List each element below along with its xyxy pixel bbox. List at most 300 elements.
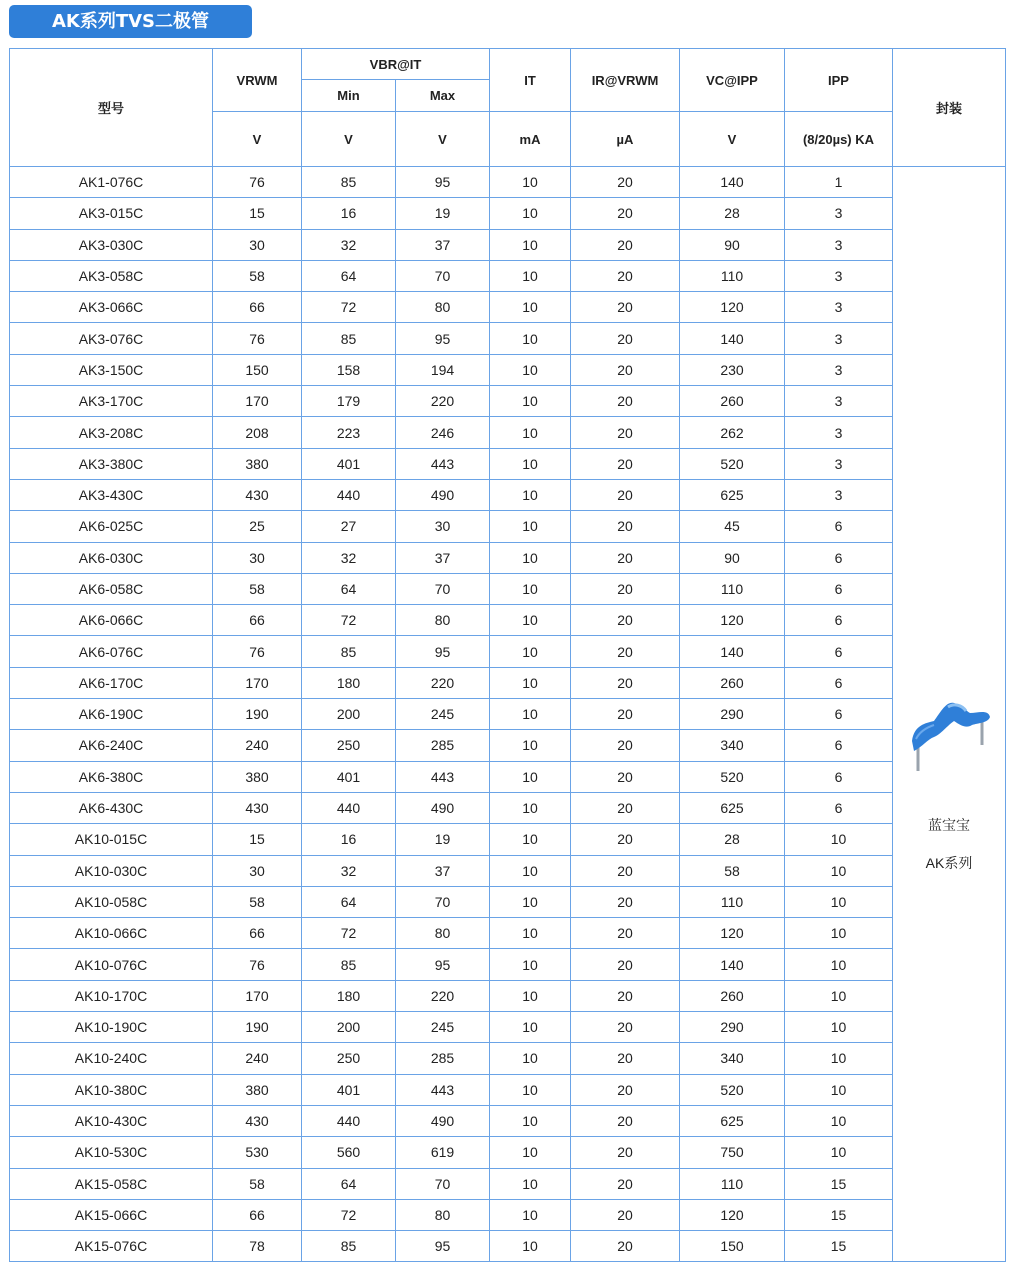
cell-it: 10 [490,667,571,698]
cell-vc: 520 [680,448,785,479]
cell-model: AK10-170C [10,980,213,1011]
table-header [10,49,1006,167]
cell-it: 10 [490,167,571,198]
cell-vbr-min: 440 [302,1105,396,1136]
cell-ipp: 6 [785,511,893,542]
cell-ir: 20 [571,542,680,573]
cell-ipp: 3 [785,448,893,479]
cell-it: 10 [490,699,571,730]
cell-ir: 20 [571,323,680,354]
cell-vc: 260 [680,980,785,1011]
package-name: 蓝宝宝 [928,817,970,834]
cell-vbr-min: 440 [302,792,396,823]
cell-it: 10 [490,761,571,792]
cell-ipp: 6 [785,573,893,604]
cell-vbr-max: 443 [396,761,490,792]
cell-vbr-max: 37 [396,855,490,886]
cell-vbr-max: 37 [396,229,490,260]
cell-ipp: 3 [785,354,893,385]
cell-vc: 120 [680,1199,785,1230]
header-ir: IR@VRWM [571,49,680,112]
cell-vc: 260 [680,386,785,417]
cell-ir: 20 [571,824,680,855]
cell-ipp: 6 [785,605,893,636]
cell-it: 10 [490,542,571,573]
cell-ir: 20 [571,448,680,479]
table-row [10,323,1006,354]
cell-model: AK3-150C [10,354,213,385]
cell-it: 10 [490,1137,571,1168]
cell-ipp: 15 [785,1168,893,1199]
cell-ir: 20 [571,511,680,542]
cell-ipp: 6 [785,636,893,667]
cell-vbr-min: 250 [302,730,396,761]
cell-ir: 20 [571,730,680,761]
cell-vbr-max: 80 [396,605,490,636]
cell-it: 10 [490,730,571,761]
cell-ir: 20 [571,636,680,667]
table-row [10,1137,1006,1168]
cell-vrwm: 170 [213,386,302,417]
cell-vrwm: 150 [213,354,302,385]
cell-vc: 230 [680,354,785,385]
cell-ipp: 10 [785,918,893,949]
cell-vbr-max: 80 [396,1199,490,1230]
cell-vrwm: 430 [213,792,302,823]
table-row [10,730,1006,761]
cell-vc: 120 [680,292,785,323]
table-row [10,1168,1006,1199]
page-title: AK系列TVS二极管 [9,5,252,38]
cell-vrwm: 76 [213,167,302,198]
cell-model: AK3-015C [10,198,213,229]
cell-vrwm: 15 [213,824,302,855]
cell-ipp: 10 [785,1137,893,1168]
cell-model: AK6-076C [10,636,213,667]
cell-vc: 58 [680,855,785,886]
cell-vrwm: 58 [213,573,302,604]
cell-vbr-min: 401 [302,761,396,792]
cell-ipp: 3 [785,386,893,417]
cell-vbr-max: 70 [396,886,490,917]
table-row [10,949,1006,980]
cell-vbr-min: 200 [302,1012,396,1043]
cell-ir: 20 [571,605,680,636]
cell-it: 10 [490,479,571,510]
cell-ipp: 10 [785,824,893,855]
table-row [10,1012,1006,1043]
table-row [10,918,1006,949]
cell-ir: 20 [571,1199,680,1230]
cell-model: AK10-066C [10,918,213,949]
cell-model: AK10-030C [10,855,213,886]
cell-vbr-min: 72 [302,292,396,323]
cell-vbr-max: 490 [396,792,490,823]
cell-vbr-min: 560 [302,1137,396,1168]
cell-ipp: 3 [785,323,893,354]
cell-vrwm: 76 [213,323,302,354]
cell-vbr-max: 95 [396,1231,490,1262]
cell-vc: 120 [680,918,785,949]
cell-ir: 20 [571,573,680,604]
cell-vbr-max: 70 [396,260,490,291]
cell-model: AK6-380C [10,761,213,792]
cell-vc: 260 [680,667,785,698]
table-row [10,1231,1006,1262]
package-info [893,695,1005,873]
table-row [10,636,1006,667]
table-row [10,167,1006,198]
cell-vrwm: 25 [213,511,302,542]
header-ipp: IPP [785,49,893,112]
cell-model: AK3-030C [10,229,213,260]
table-row [10,980,1006,1011]
table-row [10,386,1006,417]
cell-vrwm: 530 [213,1137,302,1168]
cell-vrwm: 76 [213,949,302,980]
cell-model: AK15-058C [10,1168,213,1199]
cell-it: 10 [490,949,571,980]
cell-vbr-max: 95 [396,167,490,198]
cell-vrwm: 58 [213,260,302,291]
cell-vc: 140 [680,167,785,198]
unit-vc: V [680,112,785,167]
cell-ipp: 6 [785,792,893,823]
table-row [10,417,1006,448]
cell-vc: 625 [680,1105,785,1136]
cell-vbr-max: 80 [396,292,490,323]
table-row [10,761,1006,792]
cell-vbr-min: 85 [302,1231,396,1262]
cell-ir: 20 [571,667,680,698]
cell-ipp: 10 [785,1074,893,1105]
cell-vrwm: 58 [213,1168,302,1199]
cell-vc: 290 [680,699,785,730]
cell-vbr-max: 37 [396,542,490,573]
cell-vrwm: 208 [213,417,302,448]
cell-ir: 20 [571,354,680,385]
cell-ipp: 10 [785,980,893,1011]
cell-ir: 20 [571,855,680,886]
cell-vrwm: 380 [213,761,302,792]
cell-ir: 20 [571,386,680,417]
cell-vrwm: 240 [213,1043,302,1074]
cell-vrwm: 30 [213,542,302,573]
cell-it: 10 [490,1043,571,1074]
cell-vbr-max: 220 [396,980,490,1011]
cell-vbr-max: 80 [396,918,490,949]
cell-model: AK10-076C [10,949,213,980]
table-row [10,229,1006,260]
table-row [10,1105,1006,1136]
cell-vc: 625 [680,479,785,510]
cell-model: AK15-076C [10,1231,213,1262]
table-row [10,573,1006,604]
cell-vbr-min: 27 [302,511,396,542]
cell-ir: 20 [571,260,680,291]
cell-vrwm: 66 [213,292,302,323]
cell-vbr-min: 180 [302,980,396,1011]
cell-it: 10 [490,354,571,385]
cell-ipp: 10 [785,1105,893,1136]
cell-vc: 150 [680,1231,785,1262]
cell-it: 10 [490,198,571,229]
cell-vrwm: 380 [213,448,302,479]
cell-it: 10 [490,636,571,667]
cell-model: AK10-530C [10,1137,213,1168]
package-series: AK系列 [925,855,973,872]
table-row [10,198,1006,229]
cell-ir: 20 [571,1012,680,1043]
cell-vc: 520 [680,1074,785,1105]
cell-vbr-min: 200 [302,699,396,730]
cell-vrwm: 78 [213,1231,302,1262]
cell-vc: 140 [680,949,785,980]
table-row [10,1074,1006,1105]
unit-min: V [302,112,396,167]
cell-it: 10 [490,980,571,1011]
table-row [10,792,1006,823]
header-vbr: VBR@IT [302,49,490,80]
cell-ir: 20 [571,886,680,917]
cell-vrwm: 66 [213,605,302,636]
cell-vbr-min: 440 [302,479,396,510]
cell-ipp: 10 [785,1012,893,1043]
cell-vbr-max: 70 [396,1168,490,1199]
cell-model: AK15-066C [10,1199,213,1230]
cell-vbr-max: 245 [396,1012,490,1043]
cell-model: AK10-015C [10,824,213,855]
cell-vbr-min: 401 [302,1074,396,1105]
cell-it: 10 [490,1074,571,1105]
cell-ir: 20 [571,229,680,260]
cell-vbr-max: 19 [396,198,490,229]
cell-vc: 340 [680,1043,785,1074]
cell-vbr-max: 220 [396,667,490,698]
cell-ipp: 3 [785,260,893,291]
cell-vbr-min: 64 [302,573,396,604]
cell-vbr-min: 72 [302,918,396,949]
cell-ipp: 10 [785,886,893,917]
cell-ir: 20 [571,1137,680,1168]
cell-it: 10 [490,260,571,291]
cell-vc: 750 [680,1137,785,1168]
header-package: 封装 [893,49,1006,167]
cell-ir: 20 [571,918,680,949]
cell-it: 10 [490,292,571,323]
cell-ir: 20 [571,699,680,730]
header-it: IT [490,49,571,112]
cell-vbr-min: 85 [302,636,396,667]
cell-ipp: 6 [785,761,893,792]
cell-it: 10 [490,1105,571,1136]
cell-it: 10 [490,886,571,917]
cell-model: AK6-025C [10,511,213,542]
cell-it: 10 [490,855,571,886]
cell-vbr-max: 70 [396,573,490,604]
cell-vrwm: 190 [213,1012,302,1043]
cell-vrwm: 170 [213,980,302,1011]
cell-vbr-min: 64 [302,260,396,291]
cell-ipp: 6 [785,730,893,761]
cell-vbr-max: 19 [396,824,490,855]
cell-vbr-min: 32 [302,229,396,260]
cell-vc: 90 [680,229,785,260]
cell-vbr-max: 95 [396,949,490,980]
cell-ipp: 3 [785,417,893,448]
cell-model: AK6-030C [10,542,213,573]
cell-ipp: 6 [785,699,893,730]
cell-it: 10 [490,1231,571,1262]
cell-model: AK3-058C [10,260,213,291]
cell-vrwm: 190 [213,699,302,730]
table-row [10,667,1006,698]
cell-model: AK3-066C [10,292,213,323]
cell-ir: 20 [571,167,680,198]
cell-it: 10 [490,824,571,855]
cell-vbr-max: 285 [396,730,490,761]
cell-vc: 520 [680,761,785,792]
table-row [10,699,1006,730]
cell-model: AK3-430C [10,479,213,510]
cell-it: 10 [490,448,571,479]
cell-vrwm: 66 [213,918,302,949]
cell-vbr-min: 72 [302,605,396,636]
cell-vc: 262 [680,417,785,448]
cell-vbr-max: 30 [396,511,490,542]
header-vc: VC@IPP [680,49,785,112]
cell-ir: 20 [571,479,680,510]
cell-model: AK10-240C [10,1043,213,1074]
cell-it: 10 [490,918,571,949]
cell-vbr-min: 401 [302,448,396,479]
cell-vc: 290 [680,1012,785,1043]
cell-model: AK6-190C [10,699,213,730]
cell-vrwm: 430 [213,1105,302,1136]
table-row [10,260,1006,291]
cell-vc: 45 [680,511,785,542]
table-row [10,1043,1006,1074]
cell-vbr-max: 490 [396,479,490,510]
cell-ir: 20 [571,1043,680,1074]
cell-ipp: 3 [785,229,893,260]
cell-vc: 110 [680,886,785,917]
table-row [10,542,1006,573]
cell-it: 10 [490,1012,571,1043]
cell-ir: 20 [571,1231,680,1262]
cell-model: AK3-380C [10,448,213,479]
cell-vrwm: 430 [213,479,302,510]
cell-ipp: 10 [785,949,893,980]
cell-model: AK1-076C [10,167,213,198]
cell-vc: 625 [680,792,785,823]
cell-it: 10 [490,229,571,260]
table-row [10,354,1006,385]
cell-ipp: 6 [785,667,893,698]
cell-it: 10 [490,386,571,417]
cell-vbr-max: 220 [396,386,490,417]
cell-ir: 20 [571,761,680,792]
spec-table [9,48,1006,1262]
header-vrwm: VRWM [213,49,302,112]
cell-vrwm: 76 [213,636,302,667]
cell-ipp: 1 [785,167,893,198]
cell-vbr-min: 72 [302,1199,396,1230]
cell-it: 10 [490,417,571,448]
cell-vbr-min: 16 [302,198,396,229]
cell-model: AK6-240C [10,730,213,761]
cell-vbr-min: 64 [302,886,396,917]
cell-vbr-min: 180 [302,667,396,698]
cell-vc: 110 [680,1168,785,1199]
cell-ipp: 6 [785,542,893,573]
cell-model: AK3-170C [10,386,213,417]
table-body [10,167,1006,1262]
cell-vc: 340 [680,730,785,761]
header-model: 型号 [10,49,213,167]
cell-ipp: 3 [785,292,893,323]
cell-vbr-max: 246 [396,417,490,448]
cell-ipp: 10 [785,1043,893,1074]
cell-vrwm: 380 [213,1074,302,1105]
cell-it: 10 [490,511,571,542]
cell-vbr-min: 223 [302,417,396,448]
cell-it: 10 [490,1199,571,1230]
cell-ir: 20 [571,198,680,229]
cell-ipp: 10 [785,855,893,886]
cell-vrwm: 15 [213,198,302,229]
cell-vbr-min: 32 [302,855,396,886]
cell-vbr-min: 158 [302,354,396,385]
cell-ir: 20 [571,292,680,323]
cell-ir: 20 [571,949,680,980]
cell-vbr-max: 194 [396,354,490,385]
cell-model: AK6-170C [10,667,213,698]
cell-model: AK6-066C [10,605,213,636]
cell-model: AK6-430C [10,792,213,823]
cell-ipp: 3 [785,198,893,229]
cell-vbr-max: 443 [396,1074,490,1105]
table-row [10,511,1006,542]
cell-it: 10 [490,1168,571,1199]
cell-vbr-max: 245 [396,699,490,730]
cell-ipp: 3 [785,479,893,510]
cell-it: 10 [490,605,571,636]
cell-vc: 140 [680,323,785,354]
cell-it: 10 [490,792,571,823]
cell-vrwm: 240 [213,730,302,761]
table-row [10,855,1006,886]
cell-vc: 140 [680,636,785,667]
blue-tvs-component-icon [904,695,994,775]
cell-vbr-min: 16 [302,824,396,855]
cell-ir: 20 [571,980,680,1011]
unit-it: mA [490,112,571,167]
cell-vbr-min: 85 [302,323,396,354]
cell-vbr-max: 95 [396,636,490,667]
cell-vbr-min: 32 [302,542,396,573]
cell-vrwm: 170 [213,667,302,698]
cell-ipp: 15 [785,1231,893,1262]
cell-model: AK3-208C [10,417,213,448]
cell-vrwm: 66 [213,1199,302,1230]
unit-ir: µA [571,112,680,167]
table-row [10,292,1006,323]
cell-vrwm: 30 [213,855,302,886]
table-row [10,824,1006,855]
cell-vbr-max: 490 [396,1105,490,1136]
table-row [10,448,1006,479]
